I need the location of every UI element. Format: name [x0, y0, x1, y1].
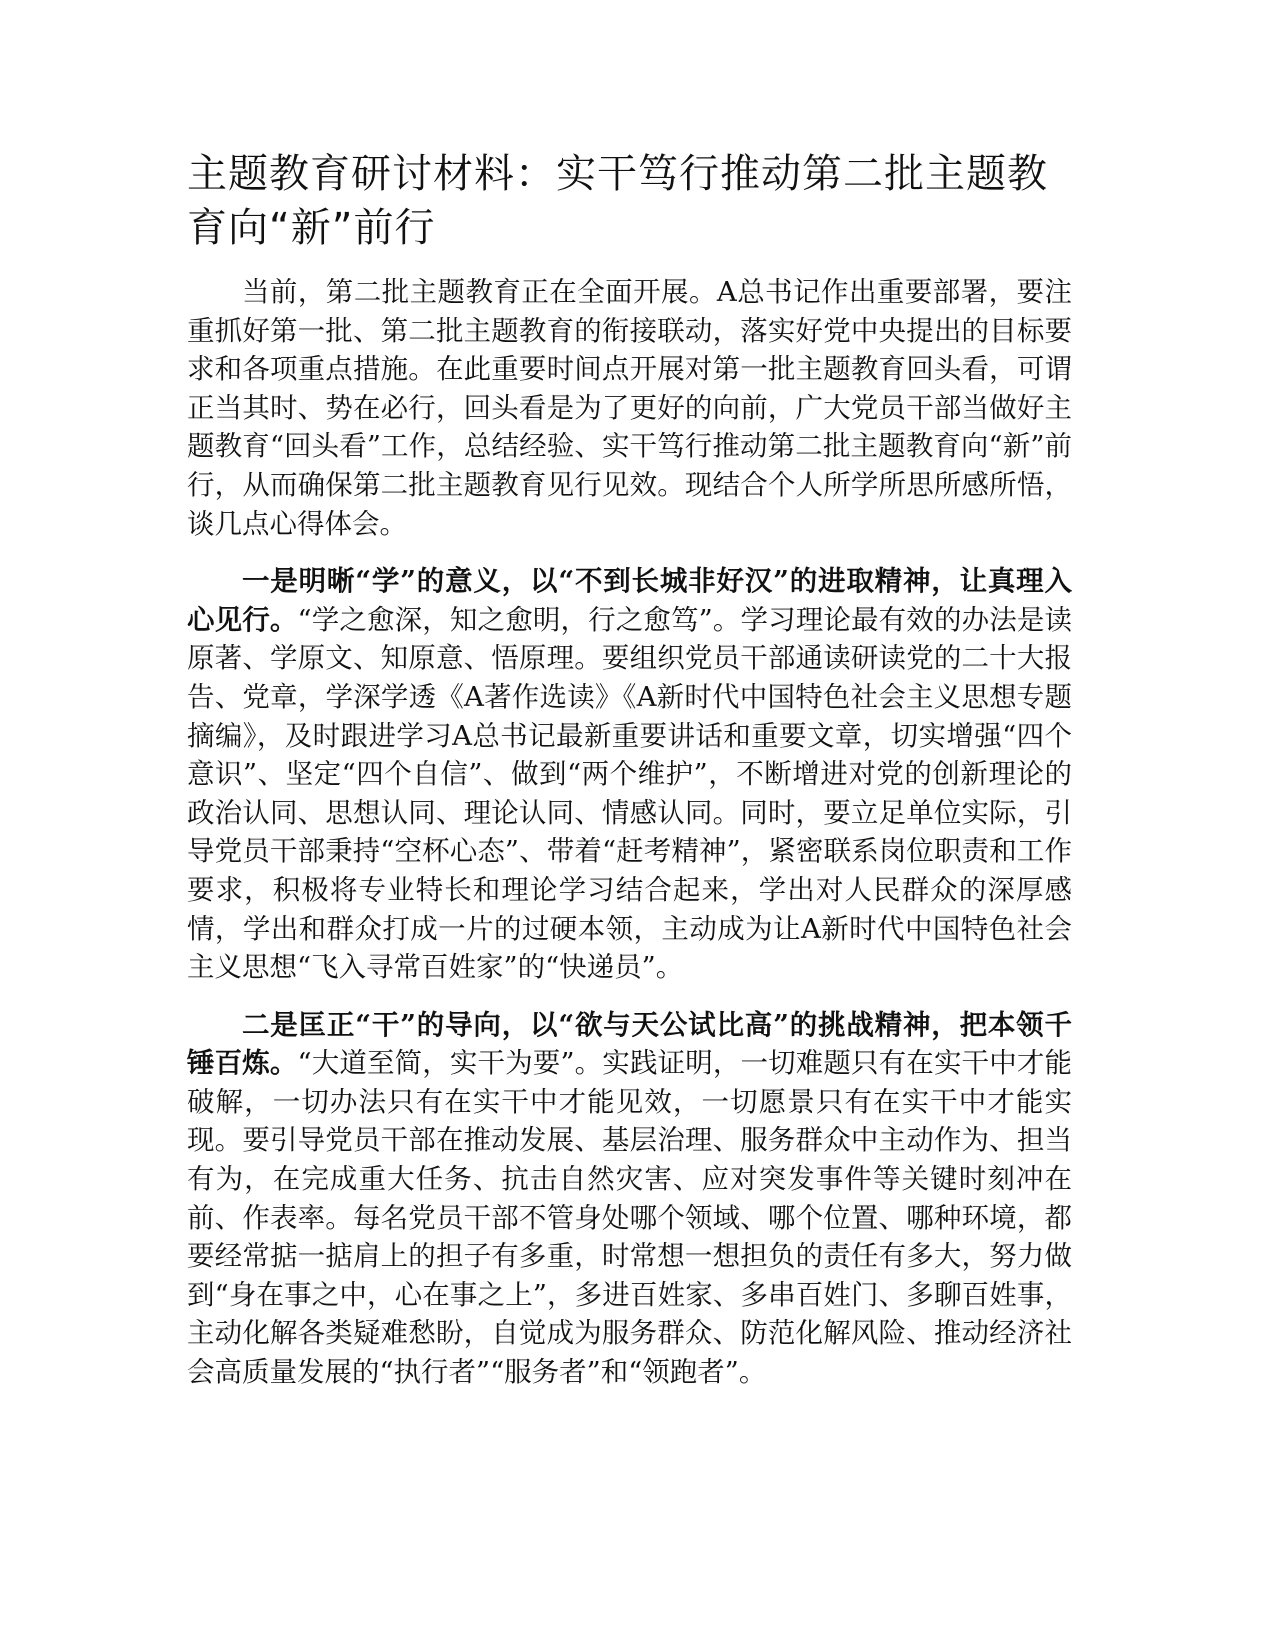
section-heading-1: 一是明晰“学”的意义，以“不到长城非好汉”的进取精神，让真理入心见行。 — [187, 565, 1072, 636]
section-body-2: “大道至简，实干为要”。实践证明，一切难题只有在实干中才能破解，一切办法只有在实干中才能见效，一切愿景只有在实干中才能实现。要引导党员干部在推动发展、基层治理、服务群众中主动作为、担当有为，在完成重大任务、抗击自然灾害、应对突发事件等关键时刻冲在前、作表率。每名党员干部不管身处哪个领域、哪个位置、哪种环境，都要经常掂一掂肩上的担子有多重，时常想一想担负的责任有多大，努力做到“身在事之中，心在事之上”，多进百姓家、多串百姓门、多聊百姓事，主动化解各类疑难愁盼，自觉成为服务群众、防范化解风险、推动经济社会高质量发展的“执行者”“服务者”和“领跑者”。 — [187, 1047, 1072, 1389]
document-title: 主题教育研讨材料：实干笃行推动第二批主题教育向“新”前行 — [187, 151, 1048, 251]
section-paragraph-2 — [187, 1006, 1072, 1392]
section-heading-2: 二是匡正“干”的导向，以“欲与天公试比高”的挑战精神，把本领千锤百炼。 — [187, 1008, 1072, 1080]
document-page — [187, 147, 1072, 1392]
section-paragraph-1 — [187, 562, 1072, 987]
intro-paragraph: 当前，第二批主题教育正在全面开展。A总书记作出重要部署，要注重抓好第一批、第二批主题教育的衔接联动，落实好党中央提出的目标要求和各项重点措施。在此重要时间点开展对第一批主题教育回头看，可谓正当其时、势在必行，回头看是为了更好的向前，广大党员干部当做好主题教育“回头看”工作，总结经验、实干笃行推动第二批主题教育向“新”前行，从而确保第二批主题教育见行见效。现结合个人所学所思所感所悟，谈几点心得体会。 — [187, 276, 1072, 540]
section-body-1: “学之愈深，知之愈明，行之愈笃”。学习理论最有效的办法是读原著、学原文、知原意、悟原理。要组织党员干部通读研读党的二十大报告、党章，学深学透《A著作选读》《A新时代中国特色社会主义思想专题摘编》，及时跟进学习A总书记最新重要讲话和重要文章，切实增强“四个意识”、坚定“四个自信”、做到“两个维护”，不断增进对党的创新理论的政治认同、思想认同、理论认同、情感认同。同时，要立足单位实际，引导党员干部秉持“空杯心态”、带着“赶考精神”，紧密联系岗位职责和工作要求，积极将专业特长和理论学习结合起来，学出对人民群众的深厚感情，学出和群众打成一片的过硬本领，主动成为让A新时代中国特色社会主义思想“飞入寻常百姓家”的“快递员”。 — [187, 603, 1072, 984]
